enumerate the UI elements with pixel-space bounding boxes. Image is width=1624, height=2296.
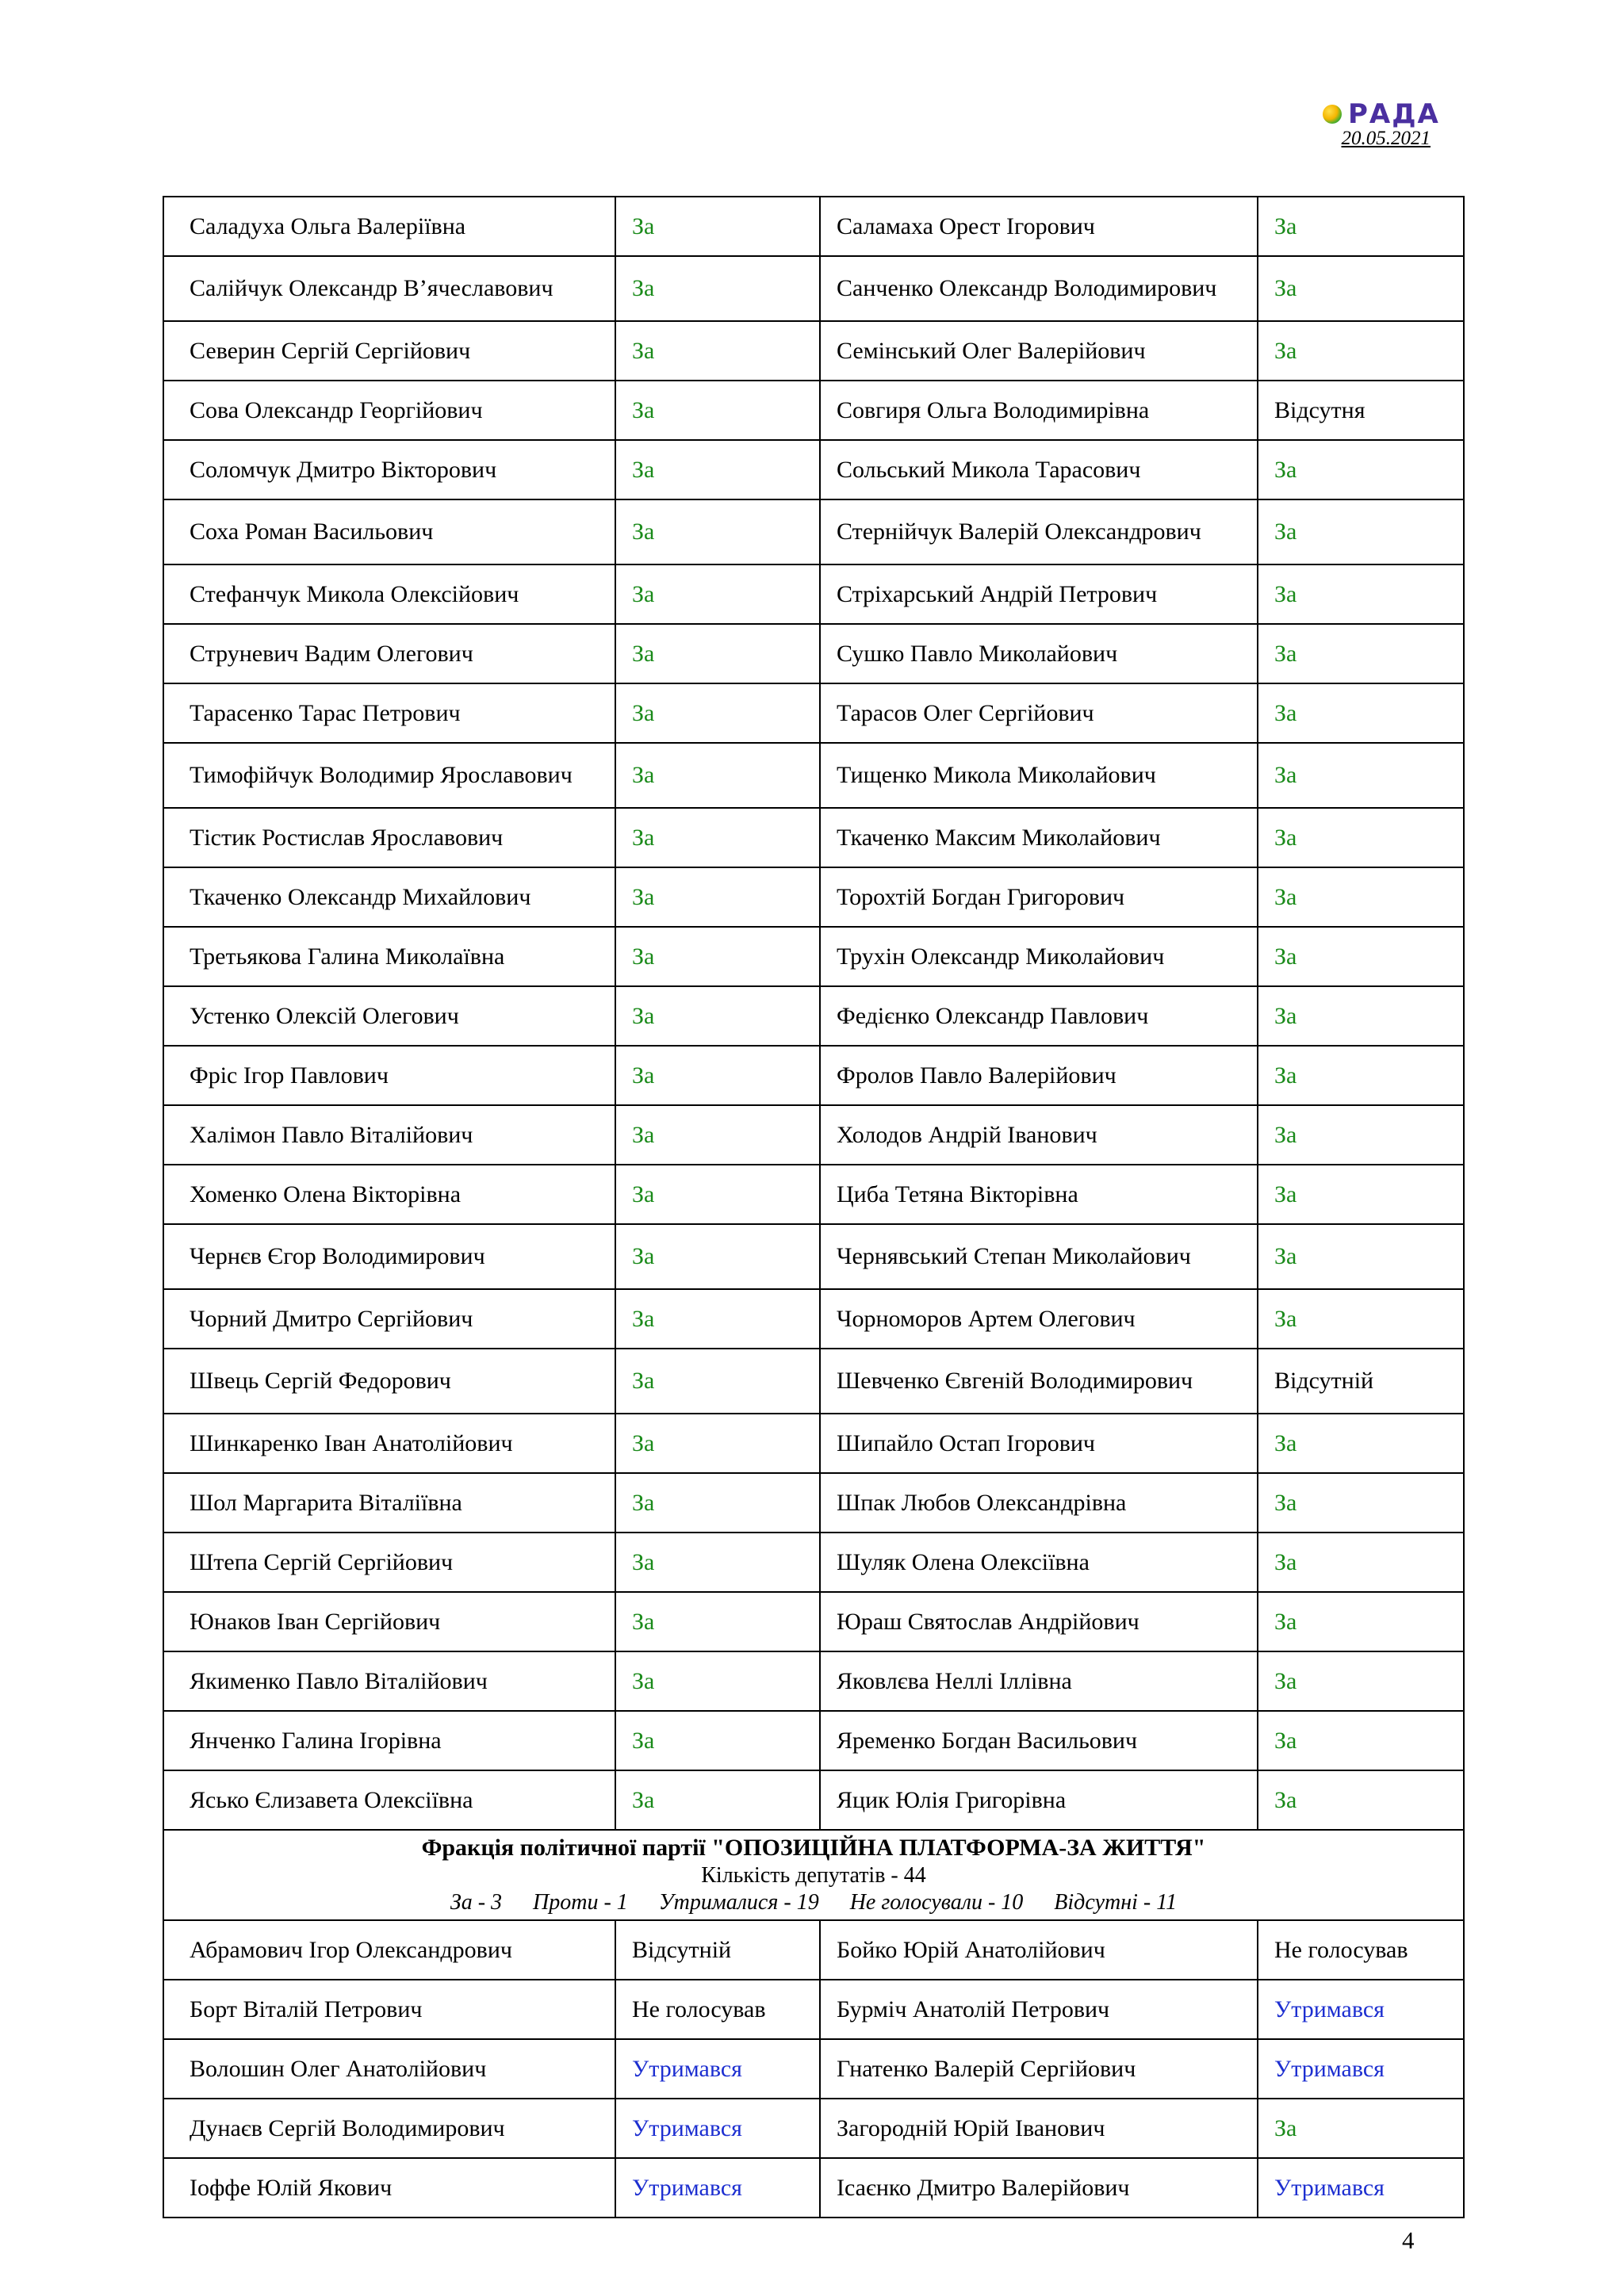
table-row — [163, 624, 1464, 683]
vote-result: За — [1258, 1289, 1464, 1349]
deputy-name: Шуляк Олена Олексіївна — [820, 1533, 1258, 1592]
vote-result: Утримався — [1258, 1980, 1464, 2039]
vote-result: За — [1258, 256, 1464, 321]
table-row — [163, 867, 1464, 927]
deputy-name: Тарасенко Тарас Петрович — [163, 683, 615, 743]
page-number: 4 — [1402, 2226, 1415, 2254]
vote-result: За — [1258, 1651, 1464, 1711]
vote-result: За — [1258, 986, 1464, 1046]
vote-result: За — [615, 1349, 820, 1414]
vote-result: За — [615, 1473, 820, 1533]
vote-result: За — [615, 1651, 820, 1711]
vote-result: За — [1258, 1770, 1464, 1830]
deputy-name: Саламаха Орест Ігорович — [820, 197, 1258, 256]
vote-result: За — [1258, 1165, 1464, 1224]
table-row — [163, 1651, 1464, 1711]
deputy-name: Струневич Вадим Олегович — [163, 624, 615, 683]
stat-proty: Проти - 1 — [533, 1890, 628, 1915]
vote-result: За — [615, 256, 820, 321]
deputy-name: Стернійчук Валерій Олександрович — [820, 499, 1258, 564]
faction-header — [163, 1830, 1464, 1920]
deputy-name: Устенко Олексій Олегович — [163, 986, 615, 1046]
deputy-name: Чорноморов Артем Олегович — [820, 1289, 1258, 1349]
vote-result: За — [615, 1046, 820, 1105]
table-row — [163, 1289, 1464, 1349]
vote-result: Відсутній — [1258, 1349, 1464, 1414]
deputy-name: Стріхарський Андрій Петрович — [820, 564, 1258, 624]
deputy-name: Санченко Олександр Володимирович — [820, 256, 1258, 321]
deputy-name: Тищенко Микола Миколайович — [820, 743, 1258, 808]
deputy-name: Ясько Єлизавета Олексіївна — [163, 1770, 615, 1830]
table-row — [163, 1349, 1464, 1414]
deputy-name: Третьякова Галина Миколаївна — [163, 927, 615, 986]
table-row — [163, 683, 1464, 743]
table-row — [163, 1165, 1464, 1224]
vote-result: За — [615, 986, 820, 1046]
vote-result: Утримався — [1258, 2158, 1464, 2218]
vote-result: За — [1258, 1473, 1464, 1533]
deputy-name: Ткаченко Олександр Михайлович — [163, 867, 615, 927]
deputy-name: Дунаєв Сергій Володимирович — [163, 2099, 615, 2158]
deputy-name: Федієнко Олександр Павлович — [820, 986, 1258, 1046]
vote-result: Не голосував — [1258, 1920, 1464, 1980]
vote-result: Відсутній — [615, 1920, 820, 1980]
deputy-name: Салійчук Олександр В’ячеславович — [163, 256, 615, 321]
vote-result: За — [615, 927, 820, 986]
deputy-name: Соха Роман Васильович — [163, 499, 615, 564]
table-row — [163, 2158, 1464, 2218]
table-row — [163, 1224, 1464, 1289]
deputy-name: Юнаков Іван Сергійович — [163, 1592, 615, 1651]
deputy-name: Абрамович Ігор Олександрович — [163, 1920, 615, 1980]
vote-result: За — [615, 1414, 820, 1473]
vote-result: Не голосував — [615, 1980, 820, 2039]
vote-result: За — [615, 321, 820, 381]
vote-result: За — [1258, 1105, 1464, 1165]
vote-result: За — [1258, 1533, 1464, 1592]
deputy-name: Янченко Галина Ігорівна — [163, 1711, 615, 1770]
table-row — [163, 564, 1464, 624]
vote-result: За — [615, 1711, 820, 1770]
vote-result: За — [615, 197, 820, 256]
deputy-name: Якименко Павло Віталійович — [163, 1651, 615, 1711]
deputy-name: Сушко Павло Миколайович — [820, 624, 1258, 683]
vote-result: За — [615, 1165, 820, 1224]
vote-result: За — [1258, 743, 1464, 808]
table-row — [163, 1533, 1464, 1592]
table-row — [163, 986, 1464, 1046]
deputy-name: Волошин Олег Анатолійович — [163, 2039, 615, 2099]
deputy-name: Бурміч Анатолій Петрович — [820, 1980, 1258, 2039]
vote-result: За — [1258, 1414, 1464, 1473]
vote-result: За — [1258, 499, 1464, 564]
document-date: 20.05.2021 — [1341, 128, 1431, 149]
deputy-name: Загородній Юрій Іванович — [820, 2099, 1258, 2158]
vote-result: За — [1258, 683, 1464, 743]
deputy-name: Яковлєва Неллі Іллівна — [820, 1651, 1258, 1711]
deputy-name: Торохтій Богдан Григорович — [820, 867, 1258, 927]
vote-result: За — [615, 624, 820, 683]
table-row — [163, 1473, 1464, 1533]
table-row — [163, 743, 1464, 808]
vote-result: За — [615, 564, 820, 624]
vote-result: За — [1258, 440, 1464, 499]
deputy-name: Яременко Богдан Васильович — [820, 1711, 1258, 1770]
deputy-name: Бойко Юрій Анатолійович — [820, 1920, 1258, 1980]
deputy-name: Циба Тетяна Вікторівна — [820, 1165, 1258, 1224]
logo-text: РАДА — [1348, 98, 1440, 130]
table-row — [163, 1105, 1464, 1165]
vote-result: За — [1258, 321, 1464, 381]
votes-section-2 — [163, 1920, 1464, 2218]
deputy-name: Шинкаренко Іван Анатолійович — [163, 1414, 615, 1473]
vote-result: За — [1258, 927, 1464, 986]
votes-table — [163, 196, 1465, 2218]
deputy-name: Ткаченко Максим Миколайович — [820, 808, 1258, 867]
deputy-name: Штепа Сергій Сергійович — [163, 1533, 615, 1592]
vote-result: Утримався — [615, 2099, 820, 2158]
table-row — [163, 1920, 1464, 1980]
table-row — [163, 1046, 1464, 1105]
deputy-name: Стефанчук Микола Олексійович — [163, 564, 615, 624]
table-row — [163, 927, 1464, 986]
table-row — [163, 2099, 1464, 2158]
deputy-name: Семінський Олег Валерійович — [820, 321, 1258, 381]
vote-result: За — [615, 381, 820, 440]
deputy-name: Юраш Святослав Андрійович — [820, 1592, 1258, 1651]
vote-result: За — [615, 1224, 820, 1289]
deputy-name: Тістик Ростислав Ярославович — [163, 808, 615, 867]
deputy-name: Шипайло Остап Ігорович — [820, 1414, 1258, 1473]
stat-vidsutni: Відсутні - 11 — [1054, 1890, 1178, 1915]
deputy-name: Фріс Ігор Павлович — [163, 1046, 615, 1105]
vote-result: За — [615, 808, 820, 867]
vote-result: За — [615, 743, 820, 808]
table-row — [163, 2039, 1464, 2099]
table-row — [163, 499, 1464, 564]
deputy-name: Ісаєнко Дмитро Валерійович — [820, 2158, 1258, 2218]
table-row — [163, 1592, 1464, 1651]
vote-result: За — [1258, 1046, 1464, 1105]
deputy-name: Яцик Юлія Григорівна — [820, 1770, 1258, 1830]
deputy-name: Іоффе Юлій Якович — [163, 2158, 615, 2218]
table-row — [163, 1414, 1464, 1473]
vote-result: За — [615, 1105, 820, 1165]
deputy-name: Чернєв Єгор Володимирович — [163, 1224, 615, 1289]
faction-deputy-count: Кількість депутатів - 44 — [701, 1863, 926, 1888]
votes-section-1 — [163, 197, 1464, 1830]
table-row — [163, 256, 1464, 321]
table-row — [163, 808, 1464, 867]
deputy-name: Саладуха Ольга Валеріївна — [163, 197, 615, 256]
deputy-name: Швець Сергій Федорович — [163, 1349, 615, 1414]
deputy-name: Трухін Олександр Миколайович — [820, 927, 1258, 986]
globe-icon — [1323, 105, 1342, 124]
vote-result: За — [1258, 808, 1464, 867]
deputy-name: Чернявський Степан Миколайович — [820, 1224, 1258, 1289]
deputy-name: Халімон Павло Віталійович — [163, 1105, 615, 1165]
vote-result: Утримався — [615, 2158, 820, 2218]
deputy-name: Шол Маргарита Віталіївна — [163, 1473, 615, 1533]
deputy-name: Фролов Павло Валерійович — [820, 1046, 1258, 1105]
vote-result: За — [615, 867, 820, 927]
deputy-name: Чорний Дмитро Сергійович — [163, 1289, 615, 1349]
table-row — [163, 440, 1464, 499]
vote-result: Утримався — [615, 2039, 820, 2099]
rada-logo — [1323, 97, 1440, 132]
table-row — [163, 1980, 1464, 2039]
vote-result: За — [615, 1592, 820, 1651]
stat-utrymalysia: Утрималися - 19 — [658, 1890, 819, 1915]
vote-result: За — [1258, 2099, 1464, 2158]
vote-result: За — [615, 499, 820, 564]
deputy-name: Борт Віталій Петрович — [163, 1980, 615, 2039]
table-row — [163, 1711, 1464, 1770]
vote-result: За — [615, 1289, 820, 1349]
vote-result: За — [615, 683, 820, 743]
deputy-name: Сова Олександр Георгійович — [163, 381, 615, 440]
deputy-name: Шевченко Євгеній Володимирович — [820, 1349, 1258, 1414]
vote-result: За — [1258, 624, 1464, 683]
vote-result: За — [615, 440, 820, 499]
vote-result: За — [1258, 1224, 1464, 1289]
table-row — [163, 321, 1464, 381]
table-row — [163, 381, 1464, 440]
table-row — [163, 197, 1464, 256]
deputy-name: Соломчук Дмитро Вікторович — [163, 440, 615, 499]
vote-result: За — [1258, 867, 1464, 927]
deputy-name: Хоменко Олена Вікторівна — [163, 1165, 615, 1224]
deputy-name: Сольський Микола Тарасович — [820, 440, 1258, 499]
stat-za: За - 3 — [450, 1890, 503, 1915]
vote-result: За — [1258, 1711, 1464, 1770]
vote-result: За — [1258, 564, 1464, 624]
vote-result: Відсутня — [1258, 381, 1464, 440]
table-row — [163, 1770, 1464, 1830]
deputy-name: Совгиря Ольга Володимирівна — [820, 381, 1258, 440]
deputy-name: Тимофійчук Володимир Ярославович — [163, 743, 615, 808]
deputy-name: Гнатенко Валерій Сергійович — [820, 2039, 1258, 2099]
deputy-name: Шпак Любов Олександрівна — [820, 1473, 1258, 1533]
faction-title: Фракція політичної партії "ОПОЗИЦІЙНА ПЛАТФОРМА-ЗА ЖИТТЯ" — [421, 1835, 1206, 1861]
vote-result: За — [615, 1533, 820, 1592]
deputy-name: Холодов Андрій Іванович — [820, 1105, 1258, 1165]
stat-ne-holosuvaly: Не голосували - 10 — [849, 1890, 1024, 1915]
vote-result: За — [1258, 197, 1464, 256]
faction-vote-stats — [164, 1889, 1463, 1916]
vote-result: Утримався — [1258, 2039, 1464, 2099]
vote-result: За — [1258, 1592, 1464, 1651]
faction-section — [163, 1830, 1464, 1920]
deputy-name: Тарасов Олег Сергійович — [820, 683, 1258, 743]
deputy-name: Северин Сергій Сергійович — [163, 321, 615, 381]
vote-result: За — [615, 1770, 820, 1830]
